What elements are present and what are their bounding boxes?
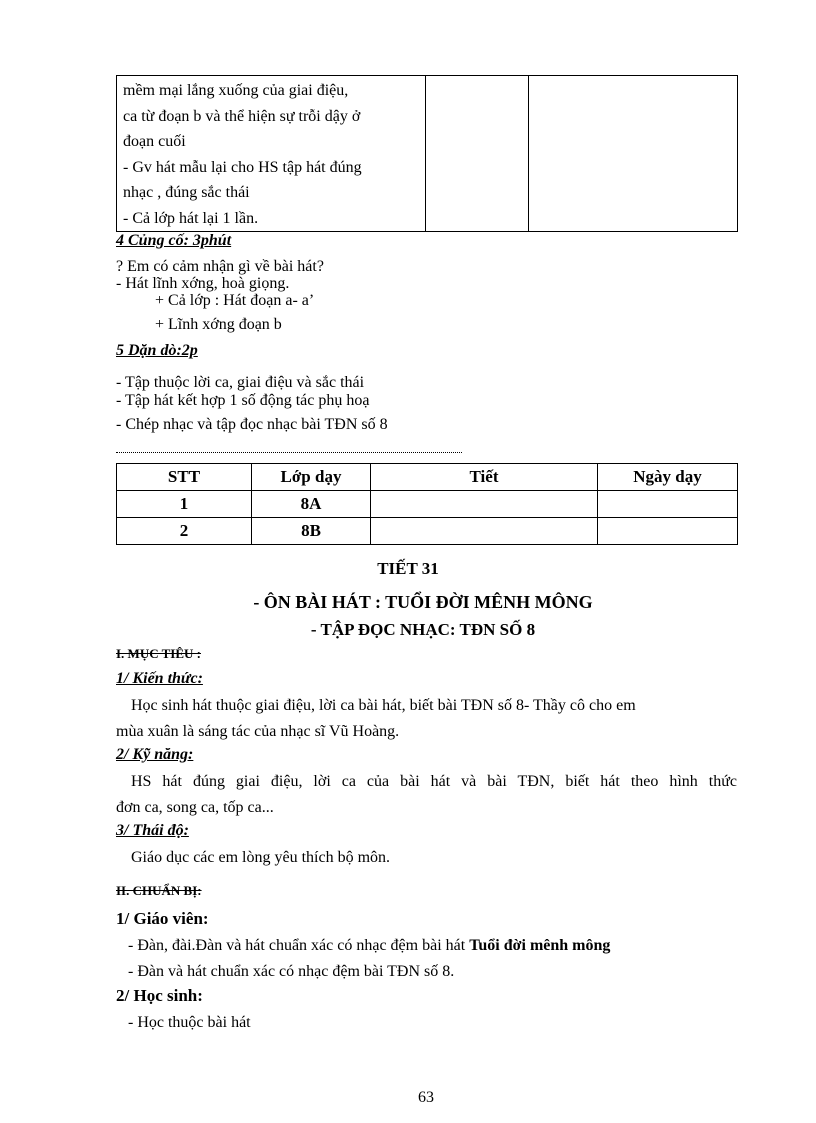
- schedule-cell: 2: [117, 518, 252, 545]
- teacher-heading: 1/ Giáo viên:: [116, 909, 209, 928]
- activity-line: đoạn cuối: [123, 133, 186, 150]
- consolidate-line: + Cả lớp : Hát đoạn a- a’: [155, 292, 315, 309]
- schedule-cell: 8B: [252, 518, 371, 545]
- skill-heading: 2/ Kỹ năng:: [116, 746, 194, 763]
- table-row: [117, 491, 738, 518]
- schedule-header: Tiết: [371, 464, 598, 491]
- homework-heading: 5 Dặn dò:2p: [116, 342, 198, 359]
- homework-item: - Chép nhạc và tập đọc nhạc bài TĐN số 8: [116, 416, 388, 433]
- teacher-line: - Đàn và hát chuẩn xác có nhạc đệm bài TĐN số 8.: [128, 963, 455, 980]
- schedule-table: [116, 463, 738, 545]
- schedule-cell: [371, 491, 598, 518]
- schedule-cell: 8A: [252, 491, 371, 518]
- empty-cell: [426, 76, 529, 232]
- knowledge-text: mùa xuân là sáng tác của nhạc sĩ Vũ Hoàng.: [116, 723, 400, 740]
- consolidate-question: ? Em có cảm nhận gì về bài hát?: [116, 258, 324, 275]
- skill-text: HS hát đúng giai điệu, lời ca của bài hát và bài TĐN, biết hát theo hình thức: [131, 773, 737, 790]
- student-line: - Học thuộc bài hát: [128, 1014, 251, 1031]
- schedule-cell: 1: [117, 491, 252, 518]
- schedule-cell: [598, 491, 738, 518]
- schedule-cell: [371, 518, 598, 545]
- knowledge-text: Học sinh hát thuộc giai điệu, lời ca bài hát, biết bài TĐN số 8- Thầy cô cho em: [131, 697, 636, 714]
- activity-cell: [117, 76, 426, 232]
- schedule-header: Lớp dạy: [252, 464, 371, 491]
- schedule-cell: [598, 518, 738, 545]
- lesson-number: TIẾT 31: [377, 559, 439, 578]
- table-row: [117, 518, 738, 545]
- empty-cell: [529, 76, 738, 232]
- attitude-text: Giáo dục các em lòng yêu thích bộ môn.: [131, 849, 391, 866]
- consolidate-heading: 4 Củng cố: 3phút: [116, 232, 232, 249]
- lesson-subtitle: - TẬP ĐỌC NHẠC: TĐN SỐ 8: [310, 620, 536, 639]
- preparation-heading: II. CHUẨN BỊ:: [116, 883, 202, 898]
- homework-item: - Tập thuộc lời ca, giai điệu và sắc thái: [116, 374, 365, 391]
- activity-line: nhạc , đúng sắc thái: [123, 184, 250, 201]
- lesson-title: - ÔN BÀI HÁT : TUỔI ĐỜI MÊNH MÔNG: [253, 592, 593, 612]
- consolidate-line: + Lĩnh xớng đoạn b: [155, 316, 282, 333]
- schedule-header: STT: [117, 464, 252, 491]
- student-heading: 2/ Học sinh:: [116, 986, 203, 1005]
- knowledge-heading: 1/ Kiến thức:: [116, 670, 203, 687]
- teacher-line: [128, 937, 610, 955]
- activity-line: ca từ đoạn b và thể hiện sự trỗi dậy ở: [123, 107, 361, 125]
- teacher-line-text: - Đàn, đài.Đàn và hát chuẩn xác có nhạc đệm bài hát: [128, 937, 470, 954]
- schedule-header: Ngày dạy: [598, 464, 738, 491]
- attitude-heading: 3/ Thái độ:: [116, 822, 189, 839]
- divider: [116, 452, 462, 453]
- activity-table: [116, 75, 738, 232]
- activity-line: - Gv hát mẫu lại cho HS tập hát đúng: [123, 158, 362, 176]
- activity-line: mềm mại lắng xuống của giai điệu,: [123, 82, 349, 99]
- homework-item: - Tập hát kết hợp 1 số động tác phụ hoạ: [116, 392, 370, 409]
- consolidate-line: - Hát lĩnh xớng, hoà giọng.: [116, 275, 290, 292]
- activity-line: - Cả lớp hát lại 1 lần.: [123, 209, 259, 227]
- objectives-heading: I. MỤC TIÊU :: [116, 646, 201, 661]
- song-title: Tuổi đời mênh mông: [469, 937, 611, 954]
- page-number: 63: [418, 1089, 434, 1106]
- skill-text: đơn ca, song ca, tốp ca...: [116, 799, 274, 816]
